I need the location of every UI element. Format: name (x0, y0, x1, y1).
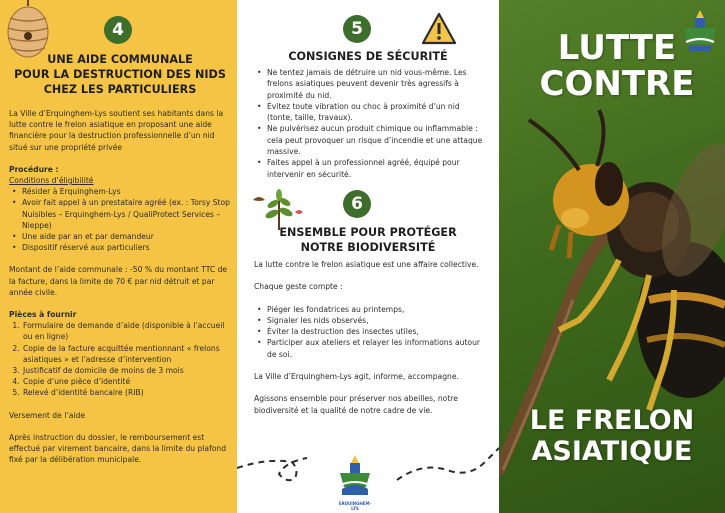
aid-intro: La Ville d’Erquinghem-Lys soutient ses habitants dans la lutte contre le frelon asiatique en proposant une aide financière pour la destruction professionnelle d’un nid situé sur une propriété privée (9, 109, 224, 152)
biodiversity-title-line1: ENSEMBLE POUR PROTÉGER (279, 226, 457, 239)
cover-subtitle-line2: ASIATIQUE (531, 436, 693, 467)
documents-list (9, 320, 231, 398)
safety-list (254, 67, 486, 180)
payment-title: Versement de l’aide (9, 410, 85, 420)
warning-icon (421, 12, 457, 46)
aid-body (9, 108, 231, 476)
bio-action-item: • Éviter la destruction des insectes utiles, (254, 326, 486, 337)
city-crest-icon (336, 453, 374, 497)
biodiversity-body (254, 259, 486, 427)
logo-caption: ERQUINGHEM-LYS (338, 501, 372, 511)
aid-heading (8, 52, 232, 97)
eligibility-item: • Avoir fait appel à un prestataire agréé (ex. : Torsy Stop Nuisibles – Erquinghem-Lys / QualiProtect Services – Nieppe) (9, 197, 231, 231)
eligibility-item: • Une aide par an et par demandeur (9, 231, 231, 242)
bio-gesture: Chaque geste compte : (254, 282, 343, 292)
document-item: 5. Relevé d’identité bancaire (RIB) (22, 387, 231, 398)
document-item: 2. Copie de la facture acquittée mentionnant « frelons asiatiques » et l’adresse d’intervention (22, 343, 231, 365)
plant-bird-icon (251, 188, 307, 230)
cover-subtitle (499, 405, 725, 467)
safety-body (254, 67, 486, 180)
aid-amount: Montant de l’aide communale : -50 % du montant TTC de la facture, dans la limite de 70 € par nid détruit et par année civile. (9, 265, 228, 297)
procedure-title: Procédure : (9, 164, 59, 174)
aid-heading-line3: CHEZ LES PARTICULIERS (43, 83, 197, 96)
cover-title-line1: LUTTE (557, 28, 677, 68)
aid-heading-line1: UNE AIDE COMMUNALE (47, 53, 193, 66)
step-6-badge: 6 (343, 190, 371, 218)
safety-item: • Faites appel à un professionnel agréé, équipé pour intervenir en sécurité. (254, 157, 486, 180)
cover-title-line2: CONTRE (539, 64, 695, 104)
bio-intro: La lutte contre le frelon asiatique est une affaire collective. (254, 260, 479, 269)
eligibility-item: • Résider à Erquinghem-Lys (9, 186, 231, 197)
safety-item: • Ne tentez jamais de détruire un nid vous-même. Les frelons asiatiques peuvent devenir très agressifs à proximité du nid. (254, 67, 486, 101)
document-item: 3. Justificatif de domicile de moins de 3 mois (22, 365, 231, 376)
bio-city: La Ville d’Erquinghem-Lys agit, informe, accompagne. (254, 372, 459, 382)
eligibility-item: • Dispositif réservé aux particuliers (9, 242, 231, 253)
city-logo-bottom (336, 453, 374, 511)
aid-heading-line2: POUR LA DESTRUCTION DES NIDS (14, 68, 226, 81)
biodiversity-title-line2: NOTRE BIODIVERSITÉ (300, 241, 436, 254)
cover-subtitle-line1: LE FRELON (529, 405, 695, 436)
left-panel (0, 0, 237, 513)
eligibility-list (9, 186, 231, 253)
step-5-badge: 5 (343, 15, 371, 43)
cover-panel (499, 0, 725, 513)
bio-actions-list (254, 304, 486, 360)
document-item: 1. Formulaire de demande d’aide (disponible à l’accueil ou en ligne) (22, 320, 231, 342)
eligibility-title: Conditions d’éligibilité (9, 176, 94, 186)
bio-closing: Agissons ensemble pour préserver nos abeilles, notre biodiversité et la qualité de notre cadre de vie. (254, 394, 458, 415)
safety-item: • Ne pulvérisez aucun produit chimique ou inflammable : cela peut provoquer un risque d’incendie et une attaque massive. (254, 123, 486, 157)
bio-action-item: • Participer aux ateliers et relayer les informations autour de soi. (254, 337, 486, 360)
safety-item: • Évitez toute vibration ou choc à proximité d’un nid (tonte, taille, travaux). (254, 101, 486, 124)
payment-text: Après instruction du dossier, le remboursement est effectué par virement bancaire, dans la limite du plafond fixé par la délibération municipale. (9, 432, 227, 465)
safety-title: CONSIGNES DE SÉCURITÉ (288, 50, 448, 63)
hornet-nest-icon (6, 0, 50, 58)
step-4-badge: 4 (104, 16, 132, 44)
biodiversity-title (247, 225, 489, 255)
bio-action-item: • Piéger les fondatrices au printemps, (254, 304, 486, 315)
bio-action-item: • Signaler les nids observés, (254, 315, 486, 326)
middle-panel (237, 0, 499, 513)
documents-title: Pièces à fournir (9, 310, 77, 320)
cover-title (499, 30, 725, 102)
document-item: 4. Copie d’une pièce d’identité (22, 376, 231, 387)
